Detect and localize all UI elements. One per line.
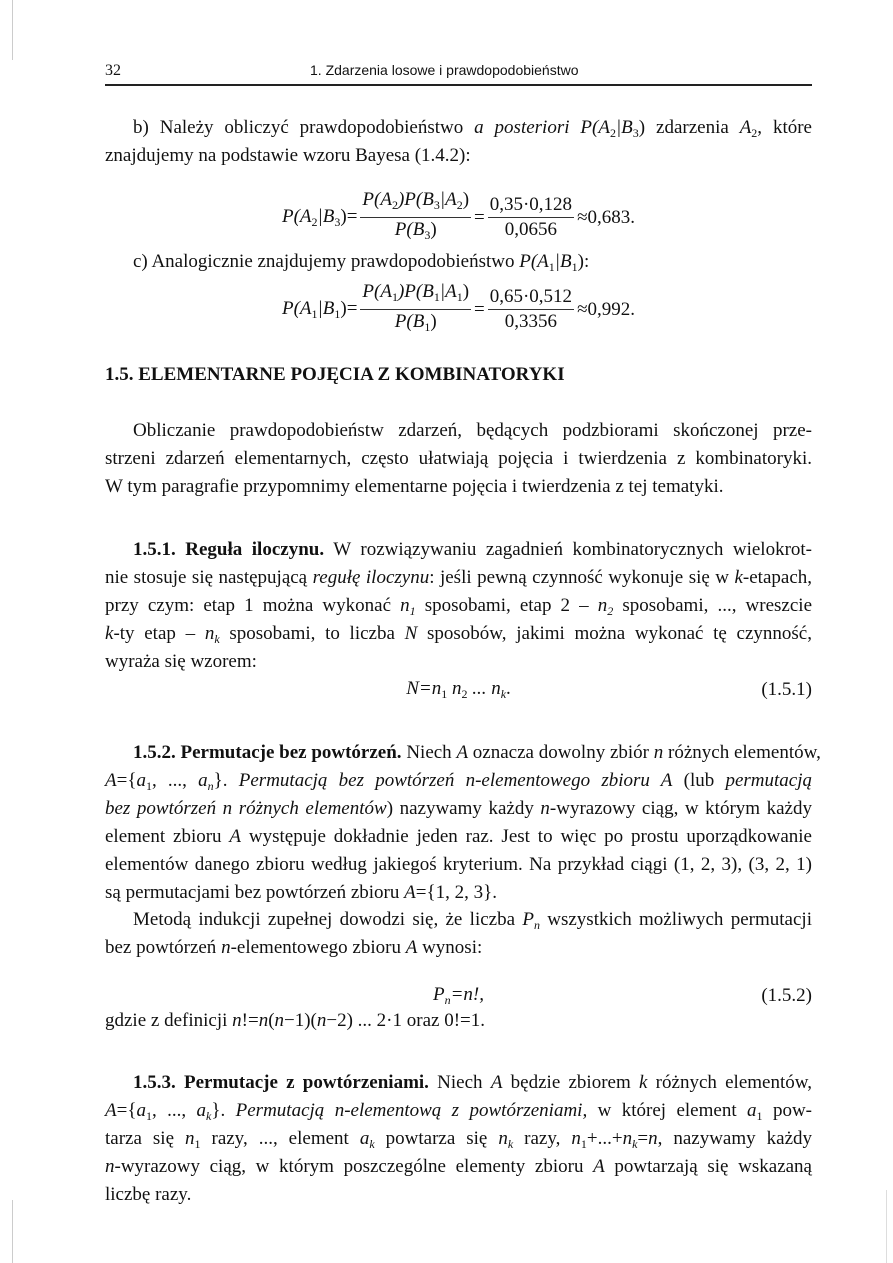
text-run: -elementowego zbioru <box>230 937 406 958</box>
text-run: 1 <box>311 306 318 321</box>
text-run: a <box>747 1100 757 1121</box>
text-run: n <box>232 1010 242 1031</box>
text-run: Niech <box>401 742 457 763</box>
paragraph-b <box>105 114 812 170</box>
text-line <box>105 536 812 564</box>
text-run: n <box>204 623 215 644</box>
bayes-equation-2 <box>105 280 812 339</box>
denominator <box>395 218 437 247</box>
text-run: n <box>207 779 214 793</box>
text-run: sposobów, jakimi można wykonać tę czynność, <box>417 623 812 644</box>
text-run: )P(B <box>397 281 434 302</box>
text-run: Niech <box>428 1072 491 1093</box>
text-run: sposobami, etap 2 – <box>415 595 598 616</box>
text-run: k <box>105 623 114 644</box>
text-run: 1 <box>580 1137 587 1151</box>
text-run: ( <box>268 1010 275 1031</box>
text-run: a <box>136 1100 146 1121</box>
text-run: n <box>498 1128 508 1149</box>
text-run: 3 <box>433 198 440 212</box>
text-run: strzeni zdarzeń elementarnych, często ułatwiają pojęcia i twierdzenia z kombinatoryki. <box>105 448 812 469</box>
running-header <box>105 60 812 86</box>
text-run: oznacza dowolny zbiór <box>468 742 654 763</box>
text-run: a <box>359 1128 370 1149</box>
text-run: występuje dokładnie jeden raz. Jest to więc po prostu uporządkowanie <box>241 826 812 847</box>
text-run: k <box>507 1137 514 1151</box>
text-run: bez powtórzeń n różnych elementów <box>105 798 387 819</box>
text-run: = <box>637 1128 649 1149</box>
fraction <box>360 188 471 247</box>
text-line <box>105 114 812 142</box>
eq-result: ≈0,683. <box>577 206 635 228</box>
text-line <box>105 445 812 473</box>
text-line <box>105 823 812 851</box>
paragraph-c <box>105 248 812 276</box>
text-run: 1 <box>756 1109 763 1123</box>
numerator <box>360 280 471 310</box>
text-run: ={1, 2, 3}. <box>415 882 497 903</box>
text-run: ) zdarzenia <box>638 117 740 138</box>
text-run: n <box>533 918 540 932</box>
text-run: pow- <box>762 1100 812 1121</box>
text-run: 1 <box>334 306 341 321</box>
text-run: P(A <box>281 297 312 319</box>
text-line <box>105 1097 812 1125</box>
text-run: −1)( <box>284 1010 317 1031</box>
text-run: |B <box>317 205 335 227</box>
text-run: ) nazywamy każdy <box>386 798 541 819</box>
text-run: n <box>105 1156 115 1177</box>
text-run: n <box>274 1010 285 1031</box>
denominator: 0,3356 <box>504 311 558 332</box>
text-run: a <box>136 770 146 791</box>
text-line <box>105 879 812 907</box>
text-run: , które <box>757 117 812 138</box>
text-run: A <box>404 882 416 903</box>
text-line <box>105 592 812 620</box>
text-line <box>105 648 812 676</box>
text-run: k <box>639 1072 648 1093</box>
text-run: +...+ <box>586 1128 623 1149</box>
text-run: (lub <box>672 770 726 791</box>
text-run: A <box>105 1100 117 1121</box>
text-run: 2 <box>609 126 616 140</box>
text-run: powtarzają się wskazaną <box>604 1156 812 1177</box>
text-run: 1.5.1. Reguła iloczynu. <box>133 539 325 560</box>
formula <box>406 678 511 702</box>
equation-number: (1.5.2) <box>761 985 812 1006</box>
text-run: . <box>506 678 511 699</box>
text-run: 1 <box>571 260 578 274</box>
text-run: a <box>198 770 208 791</box>
text-run: wyraża się wzorem: <box>105 651 257 672</box>
text-run: A <box>456 742 469 763</box>
text-line <box>105 1181 812 1209</box>
text-run: różnych elementów, <box>663 742 821 763</box>
text-run: 3 <box>334 214 341 229</box>
text-run: w której element <box>587 1100 748 1121</box>
text-run: )= <box>340 205 358 227</box>
text-run: P <box>432 984 445 1005</box>
text-run: : jeśli pewną czynność wykonuje się w <box>429 567 735 588</box>
text-run: 1 <box>441 687 448 701</box>
text-run: k <box>206 1109 212 1123</box>
text-line <box>105 417 812 445</box>
paragraph-metoda <box>105 906 812 962</box>
text-run: N <box>404 623 418 644</box>
equation-1-5-2 <box>105 982 812 1010</box>
text-run: wynosi: <box>417 937 483 958</box>
text-run: przy czym: etap 1 można wykonać <box>105 595 401 616</box>
text-run: =n!, <box>450 984 484 1005</box>
text-line <box>105 739 821 767</box>
text-run: 1 <box>145 779 152 793</box>
numerator: 0,35·0,128 <box>488 193 574 218</box>
formula <box>433 984 484 1008</box>
section-1-5-2 <box>105 739 821 907</box>
text-run: -wyrazowy ciąg, w którym każdy <box>549 798 812 819</box>
text-run: a <box>196 1100 207 1121</box>
text-run: n <box>648 1128 658 1149</box>
text-run: ={ <box>116 1100 137 1121</box>
text-run: ={ <box>116 770 137 791</box>
fraction <box>488 285 574 334</box>
text-run: wszystkich możliwych permutacji <box>539 909 812 930</box>
text-run: n <box>571 1128 581 1149</box>
equals-sign: = <box>474 298 485 320</box>
text-run: 1 <box>424 320 431 334</box>
text-run: ) <box>430 311 437 332</box>
text-line <box>105 1153 812 1181</box>
text-run: ... n <box>467 678 501 699</box>
text-run: }. <box>213 770 239 791</box>
text-run: -ty etap – <box>113 623 205 644</box>
text-run: n <box>185 1128 195 1149</box>
text-run: 2 <box>311 214 318 229</box>
text-run: |A <box>439 189 457 210</box>
text-run: są permutacjami bez powtórzeń zbioru <box>105 882 405 903</box>
equation-number: (1.5.1) <box>761 679 812 700</box>
text-run: P(A <box>362 281 392 302</box>
text-run: elementów danego zbioru według jakiegoś kryterium. Na przykład ciągi (1, 2, 3), (3, 2, 1) <box>105 854 812 875</box>
text-run: tarza się <box>105 1128 185 1149</box>
text-run: P <box>522 909 534 930</box>
text-line <box>105 906 812 934</box>
text-run: |B <box>615 117 633 138</box>
text-run: 1.5.3. Permutacje z powtórzeniami. <box>133 1072 429 1093</box>
text-run: 2 <box>461 687 468 701</box>
text-run: n <box>540 798 550 819</box>
fraction <box>488 193 574 242</box>
section-heading: 1.5. ELEMENTARNE POJĘCIA Z KOMBINATORYKI <box>105 364 565 385</box>
text-run: będzie zbiorem <box>502 1072 639 1093</box>
text-run: A <box>739 117 752 138</box>
text-run: 3 <box>424 228 431 242</box>
text-run: A <box>490 1072 503 1093</box>
text-run: n <box>316 1010 327 1031</box>
numerator <box>360 188 471 218</box>
text-run: ) <box>430 219 437 240</box>
text-line <box>105 767 812 795</box>
page-number: 32 <box>105 62 121 79</box>
text-run: 1.5.2. Permutacje bez powtórzeń. <box>133 742 402 763</box>
text-run: A <box>105 770 117 791</box>
running-title: 1. Zdarzenia losowe i prawdopodobieństwo <box>310 62 579 78</box>
text-run: |A <box>439 281 457 302</box>
text-run: n <box>221 937 231 958</box>
paragraph-gdzie <box>105 1007 812 1035</box>
text-run: , ..., <box>151 1100 197 1121</box>
text-run: 2 <box>391 198 398 212</box>
text-run: k <box>369 1137 375 1151</box>
text-run: |B <box>317 297 335 319</box>
text-line <box>105 142 812 170</box>
text-run: n <box>447 678 462 699</box>
text-run: 3 <box>632 126 639 140</box>
text-run: ): <box>577 251 590 272</box>
bayes-equation-1 <box>105 188 812 247</box>
text-run: }. <box>211 1100 236 1121</box>
text-run: n <box>400 595 410 616</box>
numerator: 0,65·0,512 <box>488 285 574 310</box>
denominator: 0,0656 <box>504 219 558 240</box>
scan-edge-mark <box>12 1200 13 1263</box>
text-run: 1 <box>409 604 416 618</box>
text-run: 1 <box>548 260 555 274</box>
eq-result: ≈0,992. <box>577 298 635 320</box>
eq-lhs <box>282 206 357 230</box>
text-run: element zbioru <box>105 826 230 847</box>
text-run: 2 <box>456 198 463 212</box>
text-run: gdzie z definicji <box>105 1010 233 1031</box>
text-line <box>105 473 812 501</box>
text-line <box>105 851 812 879</box>
text-line <box>105 1069 812 1097</box>
text-run: , nazywamy każdy <box>657 1128 813 1149</box>
text-run: A <box>405 937 418 958</box>
text-run: 1 <box>391 290 398 304</box>
eq-lhs <box>282 298 357 322</box>
text-run: k <box>214 632 220 646</box>
text-run: ) <box>462 281 470 302</box>
text-run: P(B <box>394 311 425 332</box>
text-run: Permutacją bez powtórzeń n-elementowego zbioru A <box>238 770 673 791</box>
text-run: W tym paragrafie przypomnimy elementarne pojęcia i twierdzenia z tej tematyki. <box>105 476 724 497</box>
text-run: P(A <box>519 251 549 272</box>
text-run: znajdujemy na podstawie wzoru Bayesa (1.4.2): <box>105 145 471 166</box>
text-run: powtarza się <box>374 1128 499 1149</box>
text-run: n <box>444 993 451 1007</box>
text-run: P(A <box>362 189 392 210</box>
text-run: k <box>734 567 743 588</box>
text-run: P(B <box>394 219 425 240</box>
text-run: k <box>500 687 507 701</box>
text-run: 2 <box>751 126 758 140</box>
text-run: sposobami, to liczba <box>219 623 405 644</box>
text-run: 1 <box>194 1137 201 1151</box>
text-run: P(A <box>569 117 610 138</box>
section-1-5-3 <box>105 1069 812 1209</box>
text-run: 1 <box>433 290 440 304</box>
denominator <box>395 310 437 339</box>
text-line <box>105 1125 812 1153</box>
text-run: a posteriori <box>474 117 570 138</box>
text-run: |B <box>554 251 572 272</box>
text-run: )P(B <box>397 189 434 210</box>
fraction <box>360 280 471 339</box>
text-run: różnych elementów, <box>647 1072 812 1093</box>
text-run: Permutacją n-elementową z powtórzeniami, <box>235 1100 588 1121</box>
text-run: k <box>632 1137 638 1151</box>
text-run: bez powtórzeń <box>105 937 222 958</box>
text-line <box>105 620 812 648</box>
text-run: Metodą indukcji zupełnej dowodzi się, że liczba <box>133 909 523 930</box>
intro-paragraph <box>105 417 812 501</box>
text-run: -etapach, <box>742 567 813 588</box>
text-line <box>105 934 812 962</box>
scan-edge-mark <box>886 1190 887 1263</box>
text-run: n <box>653 742 664 763</box>
text-run: regułę iloczynu <box>312 567 430 588</box>
text-run: -wyrazowy ciąg, w którym poszczególne elementy zbioru <box>114 1156 594 1177</box>
text-line <box>105 1007 812 1035</box>
text-run: permutacją <box>725 770 812 791</box>
text-run: n <box>597 595 608 616</box>
text-line <box>105 564 812 592</box>
text-run: c) Analogicznie znajdujemy prawdopodobieństwo <box>133 251 520 272</box>
scan-edge-mark <box>12 0 13 60</box>
text-line <box>105 795 812 823</box>
text-run: razy, ..., element <box>200 1128 360 1149</box>
text-run: , ..., <box>151 770 199 791</box>
text-run: nie stosuje się następującą <box>105 567 313 588</box>
equals-sign: = <box>474 206 485 228</box>
text-run: N=n <box>406 678 442 699</box>
text-run: −2) ... 2·1 oraz 0!=1. <box>326 1010 485 1031</box>
equation-1-5-1 <box>105 676 812 704</box>
text-run: 1 <box>145 1109 152 1123</box>
section-1-5-1 <box>105 536 812 676</box>
text-run: )= <box>340 297 358 319</box>
text-run: n <box>258 1010 269 1031</box>
text-run: 2 <box>607 604 614 618</box>
text-run: ) <box>462 189 470 210</box>
text-run: A <box>593 1156 605 1177</box>
text-run: b) Należy obliczyć prawdopodobieństwo <box>133 117 475 138</box>
text-run: W rozwiązywaniu zagadnień kombinatorycznych wielokrot- <box>324 539 813 560</box>
text-run: != <box>241 1010 259 1031</box>
text-run: razy, <box>513 1128 572 1149</box>
text-run: 1 <box>456 290 463 304</box>
text-run: P(A <box>281 205 312 227</box>
text-run: A <box>229 826 242 847</box>
text-run: liczbę razy. <box>105 1184 192 1205</box>
text-run: sposobami, ..., wreszcie <box>613 595 813 616</box>
text-run: Obliczanie prawdopodobieństw zdarzeń, będących podzbiorami skończonej prze- <box>133 420 812 441</box>
text-line <box>105 248 812 276</box>
text-run: n <box>622 1128 633 1149</box>
